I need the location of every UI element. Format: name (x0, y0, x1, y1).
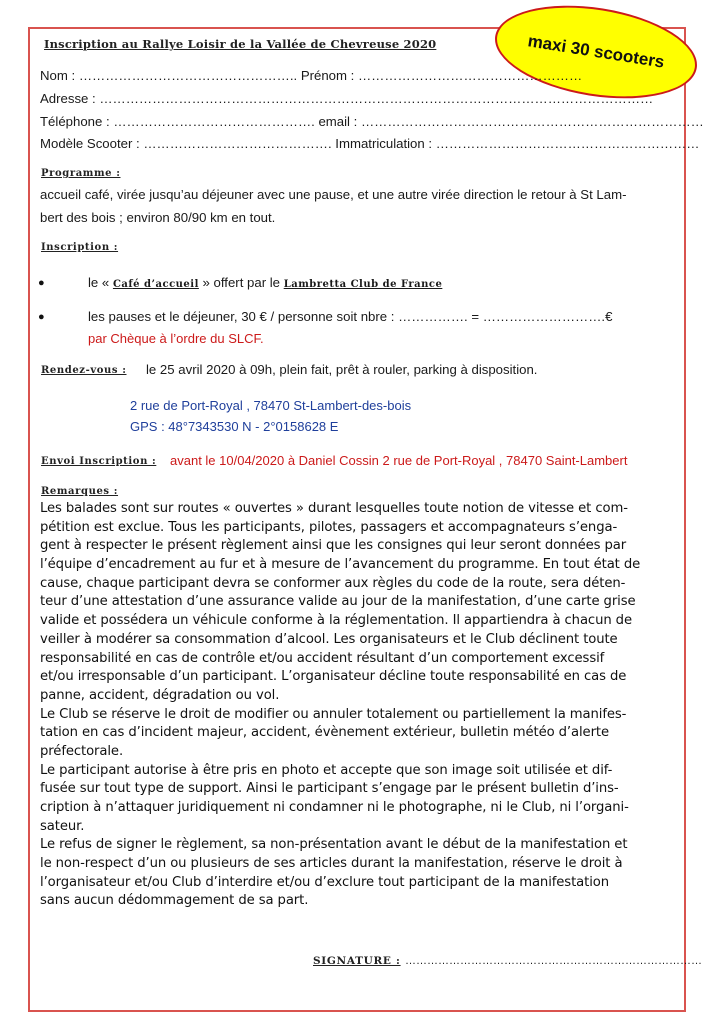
remarques-line: panne, accident, dégradation ou vol. (40, 687, 280, 703)
rendezvous-text: le 25 avril 2020 à 09h, plein fait, prêt à rouler, parking à disposition. (146, 362, 538, 377)
envoi-heading: Envoi Inscription : (41, 456, 157, 467)
signature-label: SIGNATURE : (313, 955, 401, 967)
payment-instructions: par Chèque à l’ordre du SLCF. (88, 331, 264, 346)
remarques-line: l’organisateur et/ou Club d’interdire et/ou d’exclure tout participant de la manifestation (40, 874, 609, 890)
club-name: Lambretta Club de France (283, 279, 443, 290)
rendezvous-address: 2 rue de Port-Royal , 78470 St-Lambert-des-bois (130, 398, 412, 413)
remarques-line: Le participant autorise à être pris en photo et accepte que son image soit utilisée et dif- (40, 762, 613, 778)
remarques-line: cause, chaque participant devra se conformer aux règles du code de la route, sera déten- (40, 575, 626, 591)
programme-heading: Programme : (41, 168, 121, 179)
remarques-line: pétition est exclue. Tous les participants, pilotes, passagers et accompagnateurs s’enga- (40, 519, 618, 535)
welcome-coffee-label: Café d’accueil (112, 279, 199, 290)
welcome-middle: » offert par le (198, 275, 284, 290)
remarques-line: sans aucun dédommagement de sa part. (40, 893, 309, 909)
programme-line-2: bert des bois ; environ 80/90 km en tout. (40, 210, 276, 225)
remarques-line: teur d’une attestation d’une assurance valide au jour de la manifestation, d’une carte grise (40, 594, 636, 610)
remarques-heading: Remarques : (41, 486, 119, 497)
capacity-badge-text: maxi 30 scooters (526, 31, 666, 72)
remarques-body (40, 500, 682, 911)
remarques-line: Les balades sont sur routes « ouvertes » durant lesquelles toute notion de vitesse et com- (40, 501, 628, 516)
bullet-icon: ● (38, 277, 45, 289)
remarques-line: fusée sur tout type de support. Ainsi le participant s’engage par le présent bulletin d’ins- (40, 781, 619, 797)
address-field[interactable]: Adresse : ……………………………………………………………………………………………………………… (40, 91, 654, 106)
name-field[interactable]: Nom : ………………………………………….. Prénom : …………………………………………… (40, 68, 583, 83)
remarques-line: cription à n’attaquer juridiquement ni condamner ni le photographe, ni le Club, ni l’organi- (40, 800, 629, 815)
remarques-line: Le Club se réserve le droit de modifier ou annuler totalement ou partiellement la manifes- (40, 706, 627, 722)
envoi-text: avant le 10/04/2020 à Daniel Cossin 2 rue de Port-Royal , 78470 Saint-Lambert (170, 453, 628, 468)
document-title: Inscription au Rallye Loisir de la Vallée de Chevreuse 2020 (44, 37, 437, 51)
phone-email-field[interactable]: Téléphone : ………………………………………. email : …………………………………………………………………… (40, 114, 704, 129)
remarques-line: et/ou irresponsable d’un participant. L’organisateur décline toute responsabilité en cas de (40, 669, 627, 685)
bullet-icon: ● (38, 311, 45, 323)
remarques-line: le non-respect d’un ou plusieurs de ses articles durant la manifestation, réserve le droit à (40, 856, 623, 872)
signature-line[interactable]: ……………………………………………………………………… (405, 955, 703, 967)
remarques-line: valide et possédera un véhicule conforme à la réglementation. Il appartiendra à chacun de (40, 613, 632, 629)
inscription-heading: Inscription : (41, 242, 119, 253)
scooter-model-field[interactable]: Modèle Scooter : ……………………………………. Immatriculation : …………………………………………………… (40, 136, 700, 151)
remarques-line: sateur. (40, 818, 85, 834)
remarques-line: tation en cas d’incident majeur, accident, évènement extérieur, bulletin météo d’alerte (40, 725, 609, 741)
remarques-line: gent à respecter le présent règlement ainsi que les consignes qui leur seront données par (40, 538, 627, 554)
inscription-item-welcome (88, 275, 442, 290)
programme-line-1: accueil café, virée jusqu’au déjeuner avec une pause, et une autre virée direction le retour à St Lam- (40, 187, 627, 202)
remarques-line: veiller à modérer sa consommation d’alcool. Les organisateurs et le Club déclinent toute (40, 631, 618, 647)
signature-area (313, 951, 702, 969)
remarques-line: préfectorale. (40, 743, 124, 759)
remarques-line: Le refus de signer le règlement, sa non-présentation avant le début de la manifestation et (40, 837, 628, 853)
gps-coordinates: GPS : 48°7343530 N - 2°0158628 E (130, 419, 339, 434)
remarques-line: l’équipe d’encadrement au fur et à mesure de l’avancement du programme. En tout état de (40, 557, 641, 573)
inscription-item-lunch[interactable]: les pauses et le déjeuner, 30 € / personne soit nbre : ……………. = ……………………….€ (88, 309, 613, 324)
remarques-line: responsabilité en cas de contrôle et/ou accident résultant d’un comportement excessif (40, 650, 605, 666)
rendezvous-heading: Rendez-vous : (41, 365, 127, 376)
welcome-prefix: le « (88, 275, 113, 290)
